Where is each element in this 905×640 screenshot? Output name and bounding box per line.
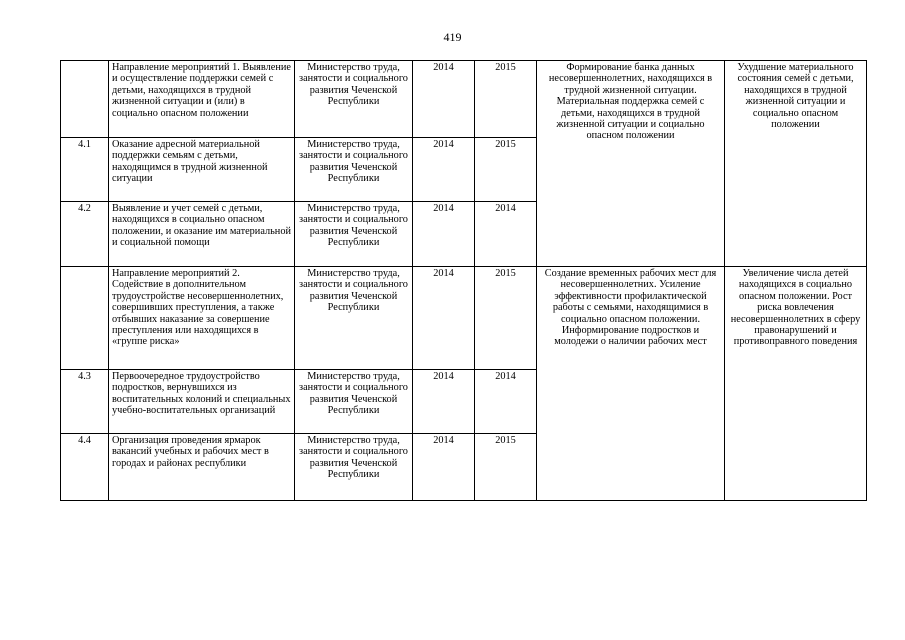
consequence-cell: Ухудшение материального состояния семей с детьми, находящихся в трудной жизненной ситуации и социально опасном положении [725,61,867,267]
end-year-cell: 2015 [475,267,537,370]
start-year-cell: 2014 [413,434,475,501]
start-year-cell: 2014 [413,370,475,434]
page-number: 419 [443,30,462,44]
table-row [61,61,867,138]
row-number-cell: 4.4 [61,434,109,501]
executor-cell: Министерство труда, занятости и социального развития Чеченской Республики [295,202,413,267]
measure-name-cell: Оказание адресной материальной поддержки семьям с детьми, находящимся в трудной жизненной ситуации [109,138,295,202]
end-year-cell: 2015 [475,138,537,202]
start-year-cell: 2014 [413,267,475,370]
table-row [61,267,867,370]
measure-name-cell: Первоочередное трудоустройство подростков, вернувшихся из воспитательных колоний и специальных учебно-воспитательных организаций [109,370,295,434]
consequence-cell: Увеличение числа детей находящихся в социально опасном положении. Рост риска вовлечения несовершеннолетних в сферу правонарушений и противоправного поведения [725,267,867,501]
end-year-cell: 2014 [475,370,537,434]
executor-cell: Министерство труда, занятости и социального развития Чеченской Республики [295,138,413,202]
end-year-cell: 2015 [475,434,537,501]
expected-result-cell: Формирование банка данных несовершеннолетних, находящихся в трудной жизненной ситуации. Материальная поддержка семей с детьми, находящихся в трудной жизненной ситуации и социально опасном положении [537,61,725,267]
row-number-cell [61,267,109,370]
executor-cell: Министерство труда, занятости и социального развития Чеченской Республики [295,434,413,501]
row-number-cell [61,61,109,138]
executor-cell: Министерство труда, занятости и социального развития Чеченской Республики [295,267,413,370]
row-number-cell: 4.1 [61,138,109,202]
executor-cell: Министерство труда, занятости и социального развития Чеченской Республики [295,61,413,138]
end-year-cell: 2014 [475,202,537,267]
start-year-cell: 2014 [413,202,475,267]
measures-table [60,60,867,501]
start-year-cell: 2014 [413,138,475,202]
measure-name-cell: Выявление и учет семей с детьми, находящихся в социально опасном положении, и оказание им материальной и социальной помощи [109,202,295,267]
row-number-cell: 4.3 [61,370,109,434]
start-year-cell: 2014 [413,61,475,138]
measure-name-cell: Направление мероприятий 2. Содействие в дополнительном трудоустройстве несовершеннолетних, совершивших преступления, а также отбывших наказание за совершение преступления или находящихся в «группе риска» [109,267,295,370]
end-year-cell: 2015 [475,61,537,138]
executor-cell: Министерство труда, занятости и социального развития Чеченской Республики [295,370,413,434]
measure-name-cell: Организация проведения ярмарок вакансий учебных и рабочих мест в городах и районах республики [109,434,295,501]
row-number-cell: 4.2 [61,202,109,267]
measure-name-cell: Направление мероприятий 1. Выявление и осуществление поддержки семей с детьми, находящихся в трудной жизненной ситуации и (или) в социально опасном положении [109,61,295,138]
expected-result-cell: Создание временных рабочих мест для несовершеннолетних. Усиление эффективности профилактической работы с семьями, находящимися в социально опасном положении. Информирование подростков и молодежи о наличии рабочих мест [537,267,725,501]
